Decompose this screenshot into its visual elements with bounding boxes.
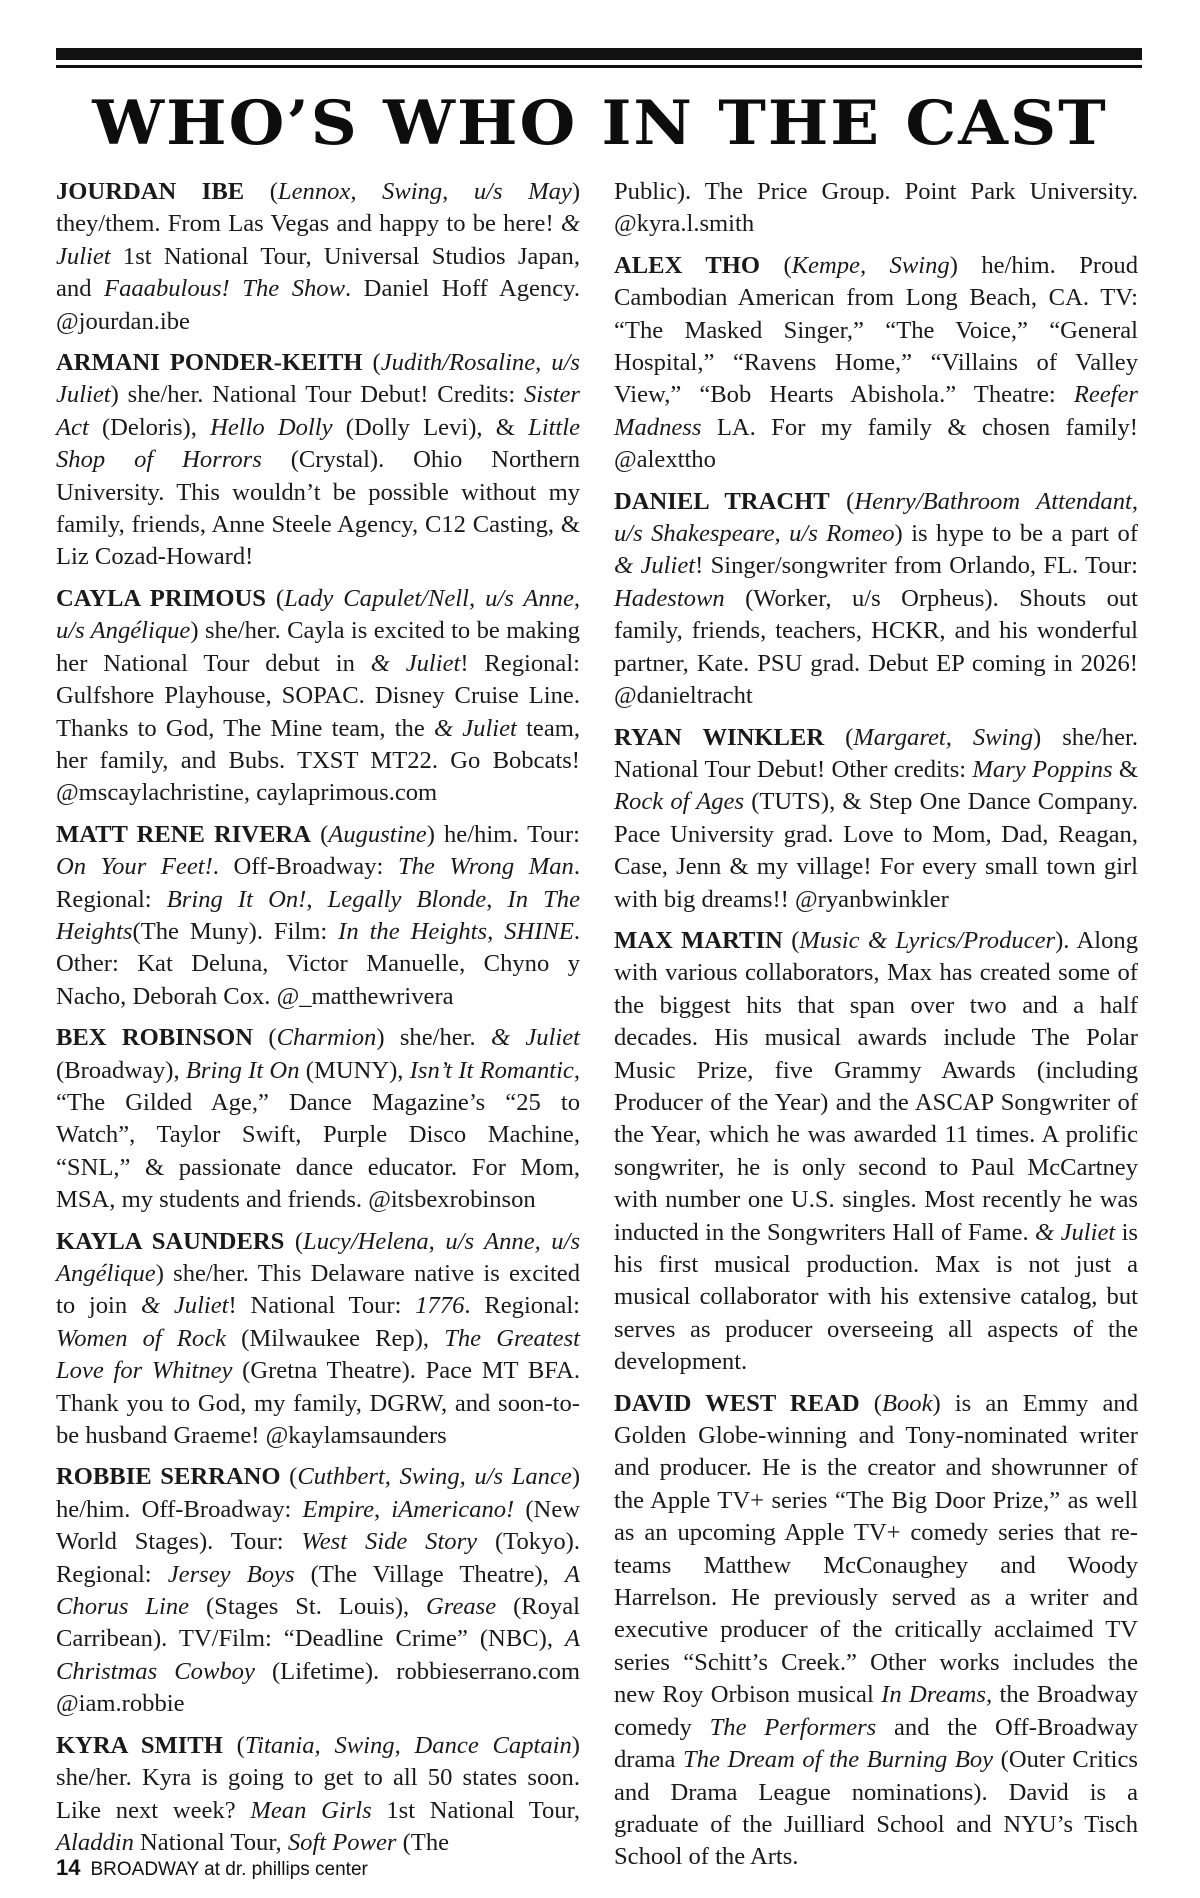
bio-title-text: In Dreams,	[881, 1681, 993, 1709]
bio-title-text: The Performers	[709, 1713, 877, 1741]
bio-text: she/her.	[384, 1024, 491, 1052]
bio-title-text: Rock of Ages	[614, 788, 745, 816]
cast-role: Margaret, Swing	[853, 723, 1033, 751]
bio-title-text: In The Heights	[56, 885, 581, 945]
bio-text: . Regional:	[464, 1292, 580, 1320]
bio-title-text: Little Shop of Horrors	[56, 413, 580, 474]
page-footer	[56, 1855, 368, 1881]
bio-title-text: & Juliet	[140, 1292, 229, 1320]
cast-bio: ARMANI PONDER-KEITH (Judith/Rosaline, u/s Juliet) she/her. National Tour Debut! Credits: Sister Act (Deloris), Hello Dolly (Dolly Levi), & Little Shop of Horrors (Crystal). Ohio Northern University. This wouldn’t be possible without my family, friends, Anne Steele Agency, C12 Casting, & Liz Cozad-Howard!	[56, 349, 580, 571]
cast-role: Judith/Rosaline, u/s Juliet	[56, 349, 580, 409]
cast-name: RYAN WINKLER	[614, 723, 825, 751]
bio-text: he/him. Proud Cambodian American from Long Beach, CA. TV: “The Masked Singer,” “The Voice,” “General Hospital,” “Ravens Home,” “Villains of Valley View,” “Bob Hearts Abishola.” Theatre:	[614, 251, 1139, 409]
bio-title-text: iAmericano!	[391, 1495, 515, 1523]
cast-bio: DAVID WEST READ (Book) is an Emmy and Golden Globe-winning and Tony-nominated writer and producer. He is the creator and showrunner of the Apple TV+ series “The Big Door Prize,” as well as an upcoming Apple TV+ comedy series that re-teams Matthew McConaughey and Woody Harrelson. He previously served as a writer and executive producer of the critically acclaimed TV series “Schitt’s Creek.” Other works includes the new Roy Orbison musical In Dreams, the Broadway comedy The Performers and the Off-Broadway drama The Dream of the Burning Boy (Outer Critics and Drama League nominations). David is a graduate of the Juilliard School and NYU’s Tisch School of the Arts.	[614, 1389, 1138, 1871]
bio-title-text: Soft Power	[287, 1828, 397, 1856]
bio-text: he/him. Tour:	[434, 820, 580, 848]
bio-text: (Dolly Levi), &	[332, 413, 529, 441]
bio-text: ,	[486, 885, 508, 913]
cast-bio: MATT RENE RIVERA (Augustine) he/him. Tour: On Your Feet!. Off-Broadway: The Wrong Man. Regional: Bring It On!, Legally Blonde, In The Heights(The Muny). Film: In the Heights, SHINE. Other: Kat Deluna, Victor Manuelle, Chyno y Nacho, Deborah Cox. @_matthewrivera	[56, 820, 581, 1010]
bio-text: she/her. Kyra is going to get to all 50 states soon. Like next week?	[56, 1764, 580, 1824]
bio-text: ,	[306, 885, 328, 913]
cast-name: ALEX THO	[614, 251, 760, 279]
bio-text: (Lifetime). robbieserrano.com @iam.robbie	[56, 1657, 580, 1718]
header-rules	[56, 48, 1142, 68]
bio-text: National Tour,	[133, 1828, 288, 1856]
cast-name: JOURDAN IBE	[56, 178, 245, 205]
page-number: 14	[56, 1855, 81, 1880]
bio-text: (The Village Theatre),	[294, 1560, 565, 1588]
bio-text: (Stages St. Louis),	[189, 1593, 427, 1621]
bio-text: LA. For my family & chosen family! @alexttho	[614, 413, 1138, 474]
cast-bio: KYRA SMITH (Titania, Swing, Dance Captain) she/her. Kyra is going to get to all 50 states soon. Like next week? Mean Girls 1st National Tour, Aladdin National Tour, Soft Power (The	[56, 1731, 580, 1856]
bio-title-text: Legally Blonde	[327, 885, 487, 913]
bio-text: (MUNY),	[299, 1056, 410, 1084]
bio-text: . Other: Kat Deluna, Victor Manuelle, Chyno y Nacho, Deborah Cox. @_matthewrivera	[56, 917, 581, 1010]
bio-text: (Worker, u/s Orpheus). Shouts out family, friends, teachers, HCKR, and his wonderful partner, Kate. PSU grad. Debut EP coming in 2026! @danieltracht	[614, 584, 1138, 710]
bio-title-text: A Christmas Cowboy	[56, 1625, 580, 1685]
bio-text: the Broadway comedy	[614, 1681, 1138, 1741]
bio-title-text: Isn’t It Romantic	[409, 1056, 574, 1084]
bio-title-text: The Wrong Man	[397, 853, 574, 881]
bio-text: . Off-Broadway:	[212, 853, 398, 881]
bio-text: (Tokyo). Regional:	[56, 1528, 580, 1588]
bio-title-text: & Juliet	[490, 1024, 581, 1052]
bio-title-text: & Juliet	[370, 649, 461, 677]
publication-name: BROADWAY at dr. phillips center	[90, 1859, 368, 1880]
cast-role: Book	[881, 1389, 933, 1417]
bio-text: ! Regional: Gulfshore Playhouse, SOPAC. Disney Cruise Line. Thanks to God, The Mine team, the	[56, 649, 581, 742]
bio-text: she/her. National Tour Debut! Credits:	[118, 381, 524, 409]
bio-title-text: The Dream of the Burning Boy	[683, 1746, 994, 1774]
bio-title-text: Bring It On!	[166, 885, 307, 913]
bio-title-text: Aladdin	[56, 1828, 134, 1856]
cast-name: ARMANI PONDER-KEITH	[56, 349, 363, 377]
header-rule-thick	[56, 48, 1142, 60]
bio-text: . Daniel Hoff Agency. @jourdan.ibe	[56, 275, 580, 335]
bio-text: 1st National Tour,	[371, 1796, 580, 1824]
bio-text: . Along with various collaborators, Max has created some of the biggest hits that span over two and a half decades. His musical awards include The Polar Music Prize, five Grammy Awards (including Producer of the Year) and the ASCAP Songwriter of the Year, which he was awarded 11 times. A prolific songwriter, he is only second to Paul McCartney with number one U.S. singles. Most recently he was inducted in the Songwriters Hall of Fame.	[614, 926, 1138, 1246]
bio-title-text: & Juliet	[614, 552, 696, 580]
bio-text: they/them. From Las Vegas and happy to be here!	[56, 210, 561, 238]
left-column	[56, 176, 580, 1868]
cast-name: DANIEL TRACHT	[614, 487, 830, 515]
header-rule-thin	[56, 65, 1142, 68]
right-column	[614, 176, 1138, 1883]
bio-text: (The	[396, 1828, 450, 1856]
page-title: WHO’S WHO IN THE CAST	[92, 87, 1108, 160]
bio-title-text: 1776	[415, 1292, 465, 1320]
bio-title-text: On Your Feet!	[56, 853, 213, 881]
bio-text: team, her family, and Bubs. TXST MT22. Go Bobcats! @mscaylachristine, caylaprimous.com	[56, 714, 581, 807]
cast-role: Music & Lyrics/Producer	[799, 926, 1056, 954]
cast-name: MATT RENE RIVERA	[56, 820, 312, 848]
cast-name: MAX MARTIN	[614, 926, 783, 954]
bio-title-text: & Juliet	[433, 714, 517, 742]
bio-title-text: Women of Rock	[56, 1324, 227, 1352]
bio-text: (Gretna Theatre). Pace MT BFA. Thank you to God, my family, DGRW, and soon-to-be husband Graeme! @kaylamsaunders	[56, 1357, 580, 1450]
cast-role: Henry/Bathroom Attendant, u/s Shakespeare, u/s Romeo	[614, 487, 1138, 548]
cast-bio: RYAN WINKLER (Margaret, Swing) she/her. National Tour Debut! Other credits: Mary Poppins & Rock of Ages (TUTS), & Step One Dance Company. Pace University grad. Love to Mom, Dad, Reagan, Case, Jenn & my village! For every small town girl with big dreams!! @ryanbwinkler	[614, 723, 1139, 913]
bio-title-text: & Juliet	[1035, 1218, 1116, 1246]
bio-text: she/her. This Delaware native is excited to join	[56, 1260, 580, 1320]
bio-text: (Broadway),	[56, 1056, 186, 1084]
cast-role: Kempe, Swing	[791, 251, 950, 279]
cast-role: Cuthbert, Swing, u/s Lance	[297, 1463, 572, 1491]
bio-title-text: West Side Story	[301, 1528, 478, 1556]
bio-text: and the Off-Broadway drama	[614, 1713, 1138, 1774]
cast-role: Lennox, Swing, u/s May	[277, 178, 572, 205]
cast-bio: ALEX THO (Kempe, Swing) he/him. Proud Cambodian American from Long Beach, CA. TV: “The Masked Singer,” “The Voice,” “General Hospital,” “Ravens Home,” “Villains of Valley View,” “Bob Hearts Abishola.” Theatre: Reefer Madness LA. For my family & chosen family! @alexttho	[614, 251, 1139, 474]
bio-title-text: Empire	[302, 1495, 375, 1523]
cast-name: KAYLA SAUNDERS	[56, 1227, 285, 1255]
bio-title-text: Sister Act	[56, 381, 580, 441]
bio-title-text: The Greatest Love for Whitney	[56, 1324, 580, 1385]
bio-title-text: Hello Dolly	[210, 413, 333, 441]
cast-bio: CAYLA PRIMOUS (Lady Capulet/Nell, u/s Anne, u/s Angélique) she/her. Cayla is excited to be making her National Tour debut in & Juliet! Regional: Gulfshore Playhouse, SOPAC. Disney Cruise Line. Thanks to God, The Mine team, the & Juliet team, her family, and Bubs. TXST MT22. Go Bobcats! @mscaylachristine, caylaprimous.com	[56, 584, 581, 807]
cast-role: Charmion	[276, 1024, 377, 1052]
cast-bio: JOURDAN IBE (Lennox, Swing, u/s May) they/them. From Las Vegas and happy to be here! & Juliet 1st National Tour, Universal Studios Japan, and Faaabulous! The Show. Daniel Hoff Agency. @jourdan.ibe	[56, 178, 581, 335]
bio-text: (New World Stages). Tour:	[56, 1495, 580, 1556]
cast-name: KYRA SMITH	[56, 1731, 223, 1759]
cast-name: CAYLA PRIMOUS	[56, 584, 266, 612]
cast-bio: BEX ROBINSON (Charmion) she/her. & Juliet (Broadway), Bring It On (MUNY), Isn’t It Romantic, “The Gilded Age,” Dance Magazine’s “25 to Watch”, Taylor Swift, Purple Disco Machine, “SNL,” & passionate dance educator. For Mom, MSA, my students and friends. @itsbexrobinson	[56, 1024, 581, 1214]
bio-text: ,	[374, 1495, 392, 1523]
bio-text: (Outer Critics and Drama League nominations). David is a graduate of the Juilliard School and NYU’s Tisch School of the Arts.	[614, 1746, 1138, 1871]
bio-text: is his first musical production. Max is not just a musical collaborator with his extensive catalog, but serves as producer overseeing all aspects of the development.	[614, 1218, 1138, 1376]
bio-text: is hype to be a part of	[902, 520, 1139, 548]
bio-title-text: Jersey Boys	[167, 1560, 295, 1588]
cast-role: Lady Capulet/Nell, u/s Anne, u/s Angélique	[56, 584, 581, 645]
cast-bio: MAX MARTIN (Music & Lyrics/Producer). Along with various collaborators, Max has created some of the biggest hits that span over two and a half decades. His musical awards include The Polar Music Prize, five Grammy Awards (including Producer of the Year) and the ASCAP Songwriter of the Year, which he was awarded 11 times. A prolific songwriter, he is only second to Paul McCartney with number one U.S. singles. Most recently he was inducted in the Songwriters Hall of Fame. & Juliet is his first musical production. Max is not just a musical collaborator with his extensive catalog, but serves as producer overseeing all aspects of the development.	[614, 926, 1138, 1376]
bio-text: (Milwaukee Rep),	[226, 1324, 445, 1352]
bio-text: (Deloris),	[88, 413, 211, 441]
bio-text: she/her. Cayla is excited to be making her National Tour debut in	[56, 617, 580, 677]
bio-text: he/him. Off-Broadway:	[56, 1495, 303, 1523]
bio-text: (TUTS), & Step One Dance Company. Pace University grad. Love to Mom, Dad, Reagan, Case, Jenn & my village! For every small town girl with big dreams!! @ryanbwinkler	[614, 788, 1138, 913]
cast-name: ROBBIE SERRANO	[56, 1463, 281, 1491]
bio-title-text: Faaabulous! The Show	[104, 275, 345, 303]
bio-text: she/her. National Tour Debut! Other credits:	[614, 723, 1139, 783]
bio-title-text: Grease	[426, 1593, 497, 1621]
bio-title-text: In the Heights, SHINE	[338, 917, 574, 945]
bio-text: ! National Tour:	[228, 1292, 416, 1320]
bio-title-text: & Juliet	[56, 210, 580, 270]
bio-text: , “The Gilded Age,” Dance Magazine’s “25 to Watch”, Taylor Swift, Purple Disco Machine, “SNL,” & passionate dance educator. For Mom, MSA, my students and friends. @itsbexrobinson	[56, 1056, 581, 1214]
bio-title-text: Mary Poppins	[972, 755, 1113, 783]
bio-title-text: Reefer Madness	[614, 381, 1138, 441]
bio-title-text: Mean Girls	[250, 1796, 372, 1824]
bio-text: . Regional:	[56, 853, 580, 913]
bio-title-text: Hadestown	[614, 584, 725, 612]
cast-bio: ROBBIE SERRANO (Cuthbert, Swing, u/s Lance) he/him. Off-Broadway: Empire, iAmericano! (New World Stages). Tour: West Side Story (Tokyo). Regional: Jersey Boys (The Village Theatre), A Chorus Line (Stages St. Louis), Grease (Royal Carribean). TV/Film: “Deadline Crime” (NBC), A Christmas Cowboy (Lifetime). robbieserrano.com @iam.robbie	[56, 1463, 581, 1718]
bio-text: &	[1112, 755, 1139, 783]
cast-role: Titania, Swing, Dance Captain	[244, 1731, 572, 1759]
bio-text: is an Emmy and Golden Globe-winning and Tony-nominated writer and producer. He is the creator and showrunner of the Apple TV+ series “The Big Door Prize,” as well as an upcoming Apple TV+ comedy series that re-teams Matthew McConaughey and Woody Harrelson. He previously served as a writer and executive producer of the critically acclaimed TV series “Schitt’s Creek.” Other works includes the new Roy Orbison musical	[614, 1389, 1138, 1709]
bio-text: (The Muny). Film:	[132, 917, 339, 945]
bio-text: (Royal Carribean). TV/Film: “Deadline Crime” (NBC),	[56, 1593, 580, 1653]
bio-text: 1st National Tour, Universal Studios Japan, and	[56, 242, 580, 303]
cast-name: BEX ROBINSON	[56, 1024, 254, 1052]
cast-bio: DANIEL TRACHT (Henry/Bathroom Attendant, u/s Shakespeare, u/s Romeo) is hype to be a part of & Juliet! Singer/songwriter from Orlando, FL. Tour: Hadestown (Worker, u/s Orpheus). Shouts out family, friends, teachers, HCKR, and his wonderful partner, Kate. PSU grad. Debut EP coming in 2026! @danieltracht	[614, 487, 1139, 710]
cast-role: Lucy/Helena, u/s Anne, u/s Angélique	[56, 1227, 581, 1287]
bio-title-text: Bring It On	[185, 1056, 300, 1084]
cast-bio: KAYLA SAUNDERS (Lucy/Helena, u/s Anne, u/s Angélique) she/her. This Delaware native is excited to join & Juliet! National Tour: 1776. Regional: Women of Rock (Milwaukee Rep), The Greatest Love for Whitney (Gretna Theatre). Pace MT BFA. Thank you to God, my family, DGRW, and soon-to-be husband Graeme! @kaylamsaunders	[56, 1227, 581, 1450]
bio-continuation: Public). The Price Group. Point Park University. @kyra.l.smith	[614, 178, 1138, 238]
cast-role: Augustine	[328, 820, 427, 848]
cast-name: DAVID WEST READ	[614, 1389, 860, 1417]
bio-text: ! Singer/songwriter from Orlando, FL. Tour:	[695, 552, 1139, 580]
bio-title-text: A Chorus Line	[56, 1560, 580, 1621]
bio-text: (Crystal). Ohio Northern University. This wouldn’t be possible without my family, friends, Anne Steele Agency, C12 Casting, & Liz Cozad-Howard!	[56, 446, 580, 571]
